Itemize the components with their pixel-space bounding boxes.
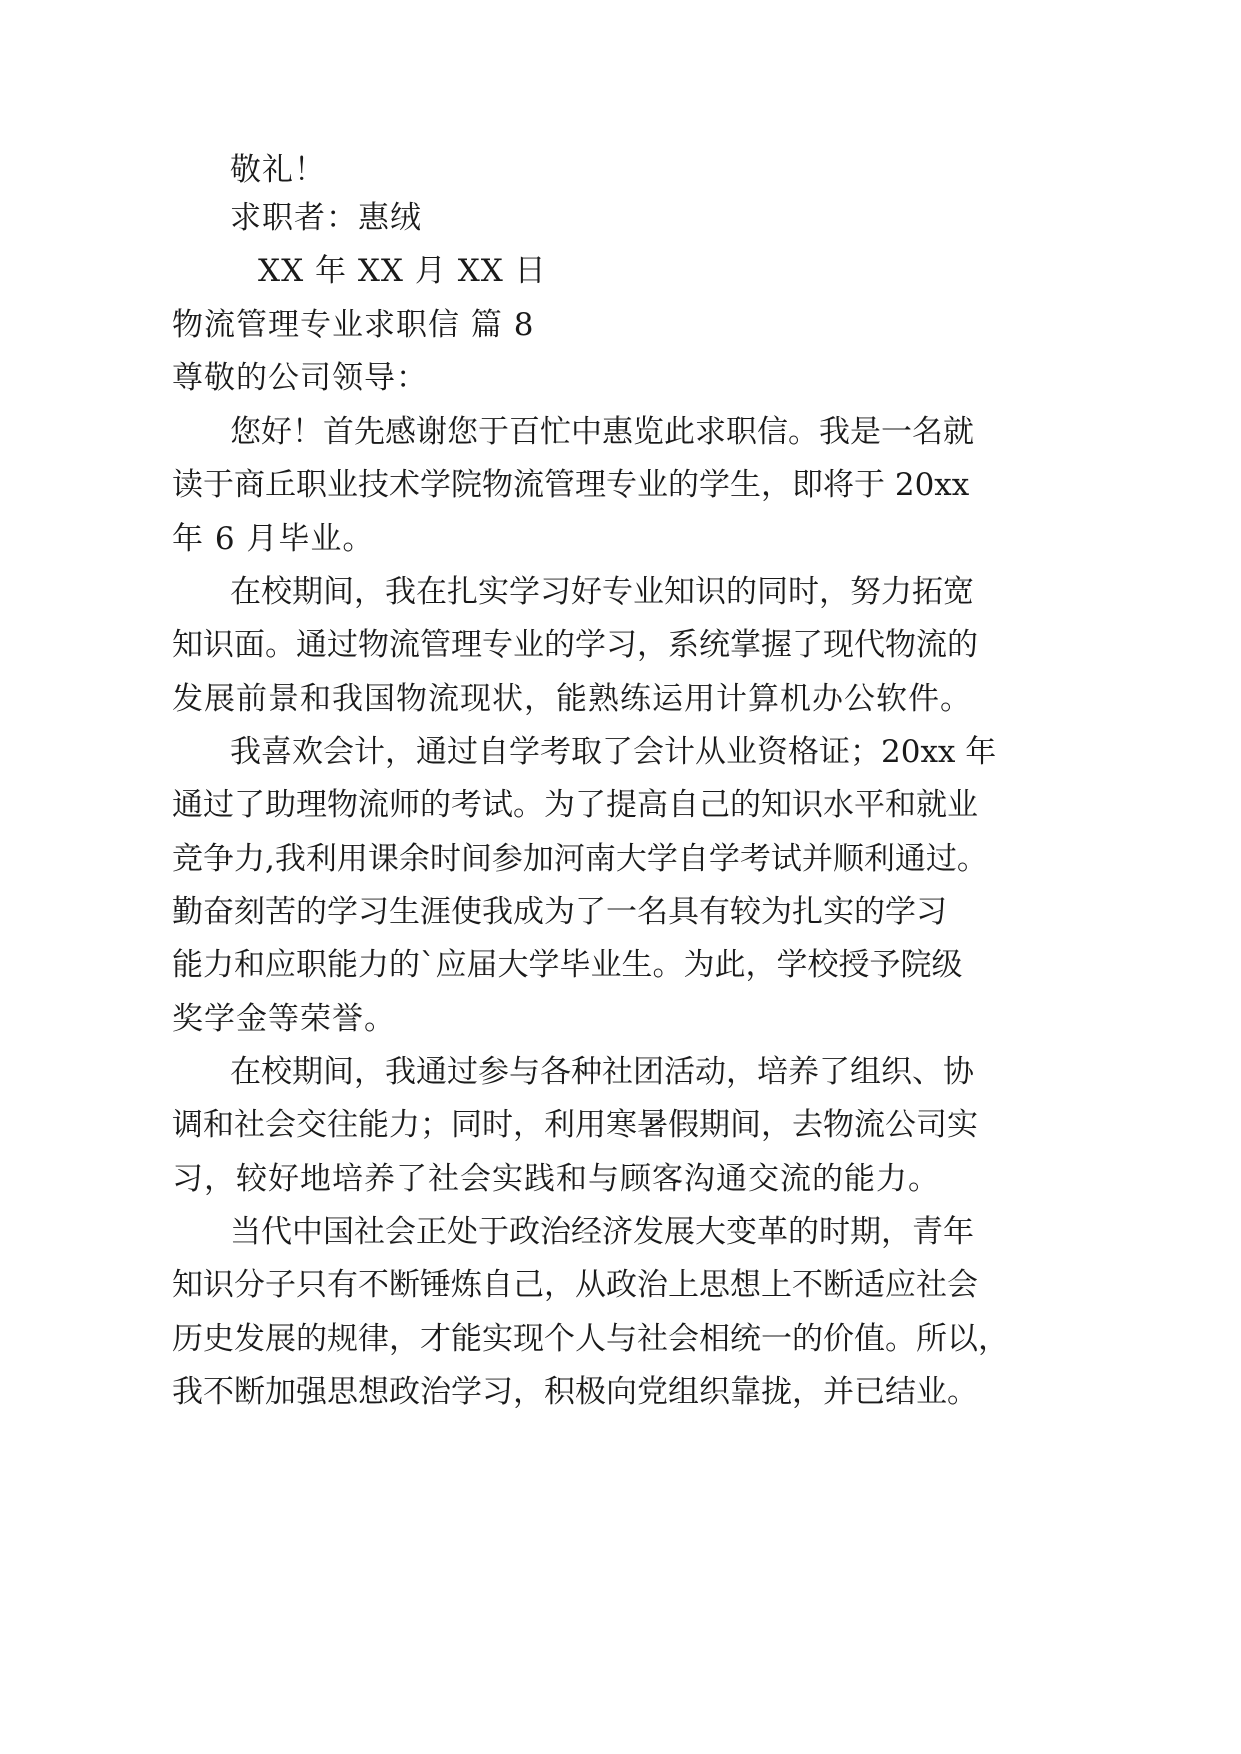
paragraph-5-line-3: 历史发展的规律，才能实现个人与社会相统一的价值。所以， — [172, 1321, 1009, 1357]
paragraph-1-line-3: 年 6 月毕业。 — [172, 521, 375, 557]
paragraph-3-line-4: 勤奋刻苦的学习生涯使我成为了一名具有较为扎实的学习 — [172, 894, 947, 930]
paragraph-1-line-2: 读于商丘职业技术学院物流管理专业的学生，即将于 20xx — [172, 467, 970, 503]
date-line: XX 年 XX 月 XX 日 — [258, 253, 547, 289]
paragraph-3-line-2: 通过了助理物流师的考试。为了提高自己的知识水平和就业 — [172, 787, 978, 823]
paragraph-5-line-4: 我不断加强思想政治学习，积极向党组织靠拢，并已结业。 — [172, 1374, 978, 1410]
closing-salute: 敬礼！ — [230, 152, 326, 188]
signature-line: 求职者：惠绒 — [230, 200, 422, 236]
paragraph-5-line-2: 知识分子只有不断锤炼自己，从政治上思想上不断适应社会 — [172, 1267, 978, 1303]
paragraph-3-line-5: 能力和应职能力的`应届大学毕业生。为此，学校授予院级 — [172, 947, 963, 983]
greeting: 尊敬的公司领导： — [172, 360, 428, 396]
paragraph-2-line-2: 知识面。通过物流管理专业的学习，系统掌握了现代物流的 — [172, 627, 978, 663]
paragraph-3-line-6: 奖学金等荣誉。 — [172, 1001, 396, 1037]
paragraph-1-line-1: 您好！首先感谢您于百忙中惠览此求职信。我是一名就 — [230, 414, 974, 450]
paragraph-2-line-3: 发展前景和我国物流现状，能熟练运用计算机办公软件。 — [172, 681, 972, 717]
paragraph-3-line-1: 我喜欢会计，通过自学考取了会计从业资格证；20xx 年 — [230, 734, 997, 770]
paragraph-2-line-1: 在校期间，我在扎实学习好专业知识的同时，努力拓宽 — [230, 574, 974, 610]
paragraph-4-line-2: 调和社会交往能力；同时，利用寒暑假期间，去物流公司实 — [172, 1107, 978, 1143]
paragraph-5-line-1: 当代中国社会正处于政治经济发展大变革的时期，青年 — [230, 1214, 974, 1250]
paragraph-3-line-3: 竞争力,我利用课余时间参加河南大学自学考试并顺利通过。 — [172, 841, 988, 877]
paragraph-4-line-1: 在校期间，我通过参与各种社团活动，培养了组织、协 — [230, 1054, 974, 1090]
paragraph-4-line-3: 习，较好地培养了社会实践和与顾客沟通交流的能力。 — [172, 1161, 940, 1197]
section-title: 物流管理专业求职信 篇 8 — [172, 307, 535, 343]
